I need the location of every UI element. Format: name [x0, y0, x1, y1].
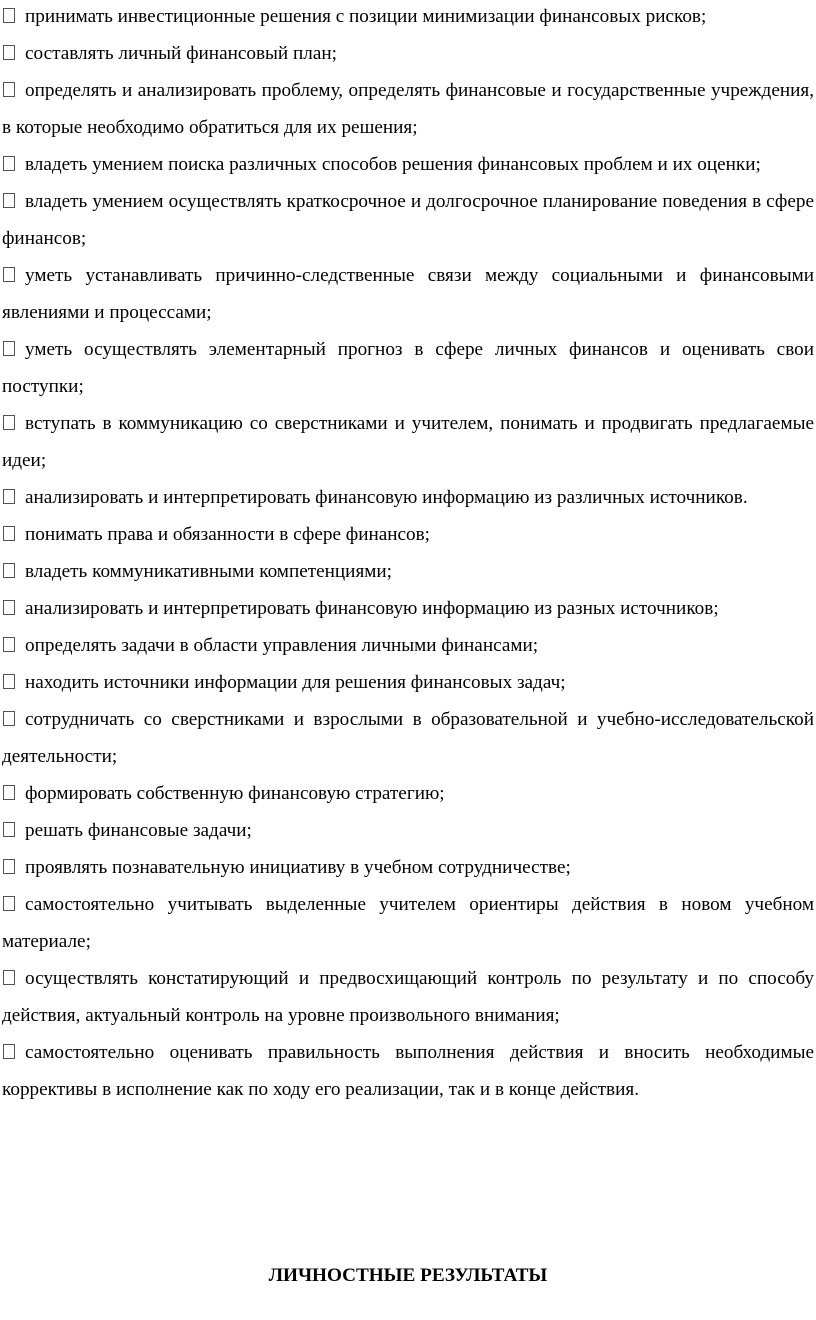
list-item: решать финансовые задачи;: [2, 812, 814, 849]
bullet-box-icon: [3, 267, 15, 282]
list-item: проявлять познавательную инициативу в учебном сотрудничестве;: [2, 849, 814, 886]
list-item: принимать инвестиционные решения с позиции минимизации финансовых рисков;: [2, 0, 814, 35]
list-item: определять задачи в области управления личными финансами;: [2, 627, 814, 664]
bullet-box-icon: [3, 896, 15, 911]
list-item: владеть умением поиска различных способов решения финансовых проблем и их оценки;: [2, 146, 814, 183]
bullet-box-icon: [3, 193, 15, 208]
bullet-box-icon: [3, 1044, 15, 1059]
bullet-box-icon: [3, 45, 15, 60]
bullet-box-icon: [3, 711, 15, 726]
bullet-box-icon: [3, 563, 15, 578]
bullet-box-icon: [3, 156, 15, 171]
list-item: находить источники информации для решения финансовых задач;: [2, 664, 814, 701]
list-item: определять и анализировать проблему, определять финансовые и государственные учреждения, в которые необходимо обратиться для их решения;: [2, 80, 814, 138]
list-item: понимать права и обязанности в сфере финансов;: [2, 516, 814, 553]
bullet-box-icon: [3, 341, 15, 356]
bullet-box-icon: [3, 970, 15, 985]
bullet-box-icon: [3, 415, 15, 430]
list-item: вступать в коммуникацию со сверстниками и учителем, понимать и продвигать предлагаемые идеи;: [2, 413, 814, 471]
section-heading: ЛИЧНОСТНЫЕ РЕЗУЛЬТАТЫ: [268, 1265, 548, 1286]
bullet-box-icon: [3, 637, 15, 652]
bullet-box-icon: [3, 674, 15, 689]
bullet-box-icon: [3, 785, 15, 800]
bullet-box-icon: [3, 859, 15, 874]
list-item: уметь осуществлять элементарный прогноз в сфере личных финансов и оценивать свои поступки;: [2, 339, 814, 397]
bullet-box-icon: [3, 489, 15, 504]
list-item: осуществлять констатирующий и предвосхищающий контроль по результату и по способу действия, актуальный контроль на уровне произвольного внимания;: [2, 968, 814, 1026]
bullet-box-icon: [3, 822, 15, 837]
list-item: уметь устанавливать причинно-следственные связи между социальными и финансовыми явлениями и процессами;: [2, 265, 814, 323]
list-item: составлять личный финансовый план;: [2, 35, 814, 72]
bullet-box-icon: [3, 526, 15, 541]
bullet-box-icon: [3, 82, 15, 97]
list-item: анализировать и интерпретировать финансовую информацию из различных источников.: [2, 479, 814, 516]
list-item: владеть коммуникативными компетенциями;: [2, 553, 814, 590]
list-item: сотрудничать со сверстниками и взрослыми в образовательной и учебно-исследовательской деятельности;: [2, 709, 814, 767]
list-item: самостоятельно оценивать правильность выполнения действия и вносить необходимые коррективы в исполнение как по ходу его реализации, так и в конце действия.: [2, 1042, 814, 1100]
list-item: владеть умением осуществлять краткосрочное и долгосрочное планирование поведения в сфере финансов;: [2, 191, 814, 249]
list-item: самостоятельно учитывать выделенные учителем ориентиры действия в новом учебном материале;: [2, 894, 814, 952]
list-item: формировать собственную финансовую стратегию;: [2, 775, 814, 812]
bullet-box-icon: [3, 8, 15, 23]
bullet-box-icon: [3, 600, 15, 615]
list-item: анализировать и интерпретировать финансовую информацию из разных источников;: [2, 590, 814, 627]
